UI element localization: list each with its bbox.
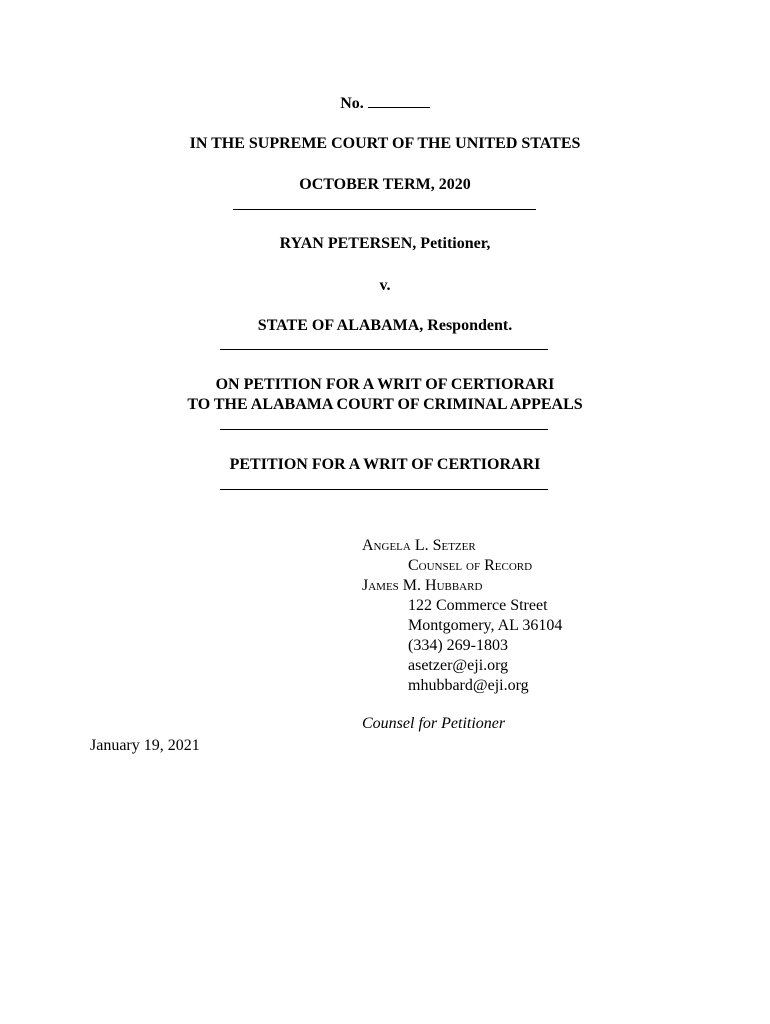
docket-label: No. bbox=[340, 95, 364, 112]
writ-line-2: TO THE ALABAMA COURT OF CRIMINAL APPEALS bbox=[187, 396, 583, 413]
divider-rule bbox=[220, 429, 548, 430]
term-heading: OCTOBER TERM, 2020 bbox=[299, 176, 471, 193]
filing-date: January 19, 2021 bbox=[90, 737, 200, 754]
docket-number bbox=[0, 93, 770, 114]
docket-blank bbox=[368, 93, 430, 108]
petitioner-name: RYAN PETERSEN, Petitioner, bbox=[279, 235, 491, 252]
counsel-block bbox=[362, 536, 562, 696]
document-title: PETITION FOR A WRIT OF CERTIORARI bbox=[229, 456, 541, 473]
address-street: 122 Commerce Street bbox=[408, 597, 548, 614]
attorney-1-name: Angela L. Setzer bbox=[362, 537, 476, 554]
address-city: Montgomery, AL 36104 bbox=[408, 617, 563, 634]
court-name: IN THE SUPREME COURT OF THE UNITED STATES bbox=[189, 135, 581, 152]
counsel-role-label: Counsel for Petitioner bbox=[362, 715, 506, 732]
attorney-1-role: Counsel of Record bbox=[408, 557, 533, 574]
divider-rule bbox=[220, 349, 548, 350]
divider-rule bbox=[220, 489, 548, 490]
writ-line-1: ON PETITION FOR A WRIT OF CERTIORARI bbox=[215, 376, 555, 393]
email-1: asetzer@eji.org bbox=[408, 657, 509, 674]
phone-number: (334) 269-1803 bbox=[408, 637, 508, 654]
versus-label: v. bbox=[379, 277, 391, 294]
divider-rule bbox=[233, 209, 536, 210]
respondent-name: STATE OF ALABAMA, Respondent. bbox=[257, 317, 513, 334]
attorney-2-name: James M. Hubbard bbox=[362, 577, 483, 594]
email-2: mhubbard@eji.org bbox=[408, 677, 529, 694]
